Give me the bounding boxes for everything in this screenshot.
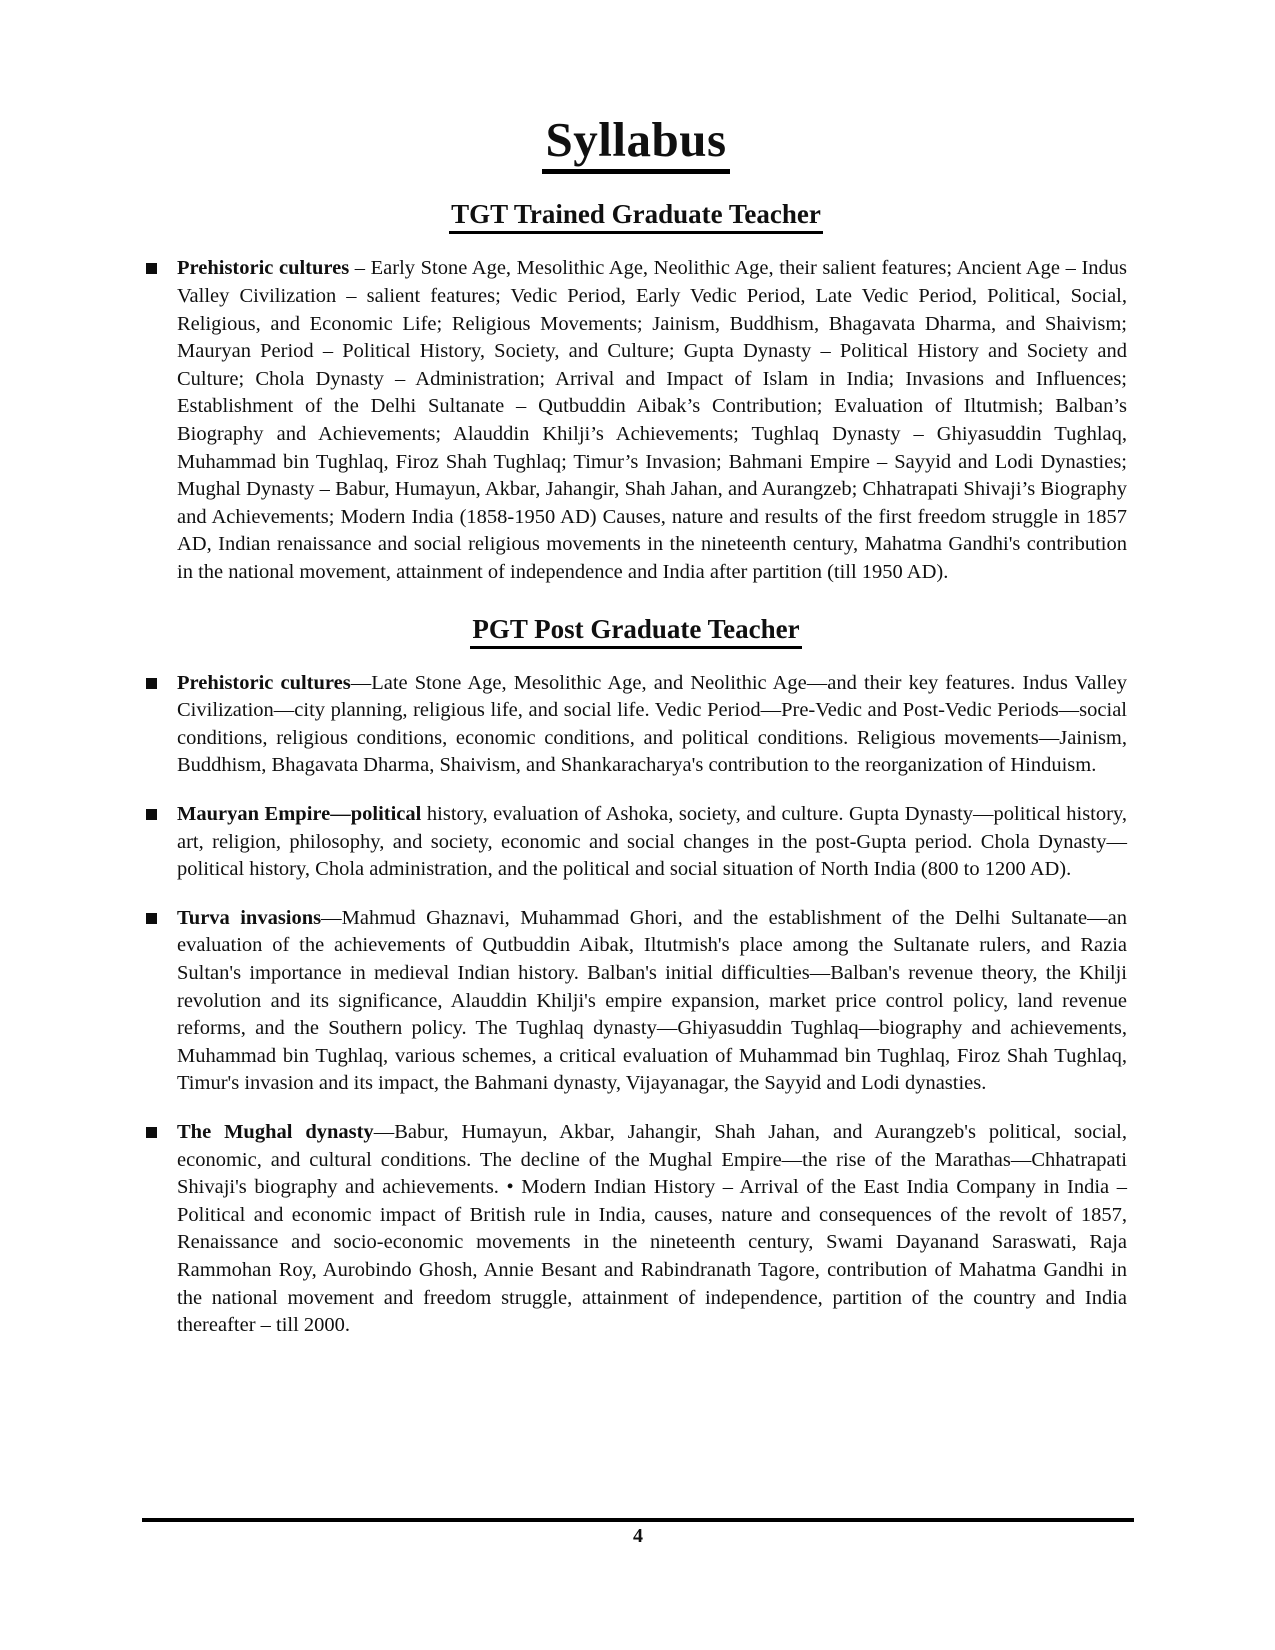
- section-pgt: [145, 614, 1127, 1340]
- item-body: history, evaluation of Ashoka, society, and culture. Gupta Dynasty—political history, art, religion, philosophy, and society, economic and social changes in the post-Gupta period. Chola Dynasty—political history, Chola administration, and the political and social situation of North India (800 to 1200 AD).: [177, 803, 1127, 881]
- square-bullet-icon: [146, 678, 157, 689]
- footer-rule: [142, 1518, 1134, 1522]
- item-lead: Prehistoric cultures: [177, 257, 350, 280]
- list-item: [145, 255, 1127, 586]
- section-heading-row: [145, 614, 1127, 649]
- square-bullet-icon: [146, 263, 157, 274]
- section-tgt: [145, 199, 1127, 586]
- item-body: —Mahmud Ghaznavi, Muhammad Ghori, and the establishment of the Delhi Sultanate—an evaluation of the achievements of Qutbuddin Aibak, Iltutmish's place among the Sultanate rulers, and Razia Sultan's importance in medieval Indian history. Balban's initial difficulties—Balban's revenue theory, the Khilji revolution and its significance, Alauddin Khilji's empire expansion, market price control policy, land revenue reforms, and the Southern policy. The Tughlaq dynasty—Ghiyasuddin Tughlaq—biography and achievements, Muhammad bin Tughlaq, various schemes, a critical evaluation of Muhammad bin Tughlaq, Firoz Shah Tughlaq, Timur's invasion and its impact, the Bahmani dynasty, Vijayanagar, the Sayyid and Lodi dynasties.: [177, 906, 1127, 1095]
- item-lead: Turva invasions: [177, 906, 322, 929]
- square-bullet-icon: [146, 913, 157, 924]
- item-lead: Prehistoric cultures: [177, 671, 351, 694]
- section-heading-tgt: TGT Trained Graduate Teacher: [449, 199, 823, 234]
- page-footer: [142, 1518, 1134, 1547]
- item-paragraph: [177, 905, 1127, 1098]
- page-title: Syllabus: [542, 114, 729, 174]
- item-paragraph: [177, 670, 1127, 780]
- item-body: —Babur, Humayun, Akbar, Jahangir, Shah Jahan, and Aurangzeb's political, social, economic, and cultural conditions. The decline of the Mughal Empire—the rise of the Marathas—Chhatrapati Shivaji's biography and achievements. • Modern Indian History – Arrival of the East India Company in India – Political and economic impact of British rule in India, causes, nature and consequences of the revolt of 1857, Renaissance and socio-economic movements in the nineteenth century, Swami Dayanand Saraswati, Raja Rammohan Roy, Aurobindo Ghosh, Annie Besant and Rabindranath Tagore, contribution of Mahatma Gandhi in the national movement and freedom struggle, attainment of independence, partition of the country and India thereafter – till 2000.: [177, 1120, 1127, 1337]
- list-item: [145, 801, 1127, 884]
- title-row: [145, 114, 1127, 174]
- item-lead: Mauryan Empire—political: [177, 803, 422, 826]
- item-body: —Late Stone Age, Mesolithic Age, and Neolithic Age—and their key features. Indus Valley Civilization—city planning, religious life, and social life. Vedic Period—Pre-Vedic and Post-Vedic Periods—social conditions, religious conditions, economic conditions, and political conditions. Religious movements—Jainism, Buddhism, Bhagavata Dharma, Shaivism, and Shankaracharya's contribution to the reorganization of Hinduism.: [177, 671, 1127, 777]
- list-item: [145, 1119, 1127, 1340]
- square-bullet-icon: [146, 809, 157, 820]
- item-paragraph: [177, 801, 1127, 884]
- item-paragraph: [177, 255, 1127, 586]
- page-number: 4: [633, 1525, 643, 1547]
- section-heading-pgt: PGT Post Graduate Teacher: [470, 614, 801, 649]
- item-body: – Early Stone Age, Mesolithic Age, Neolithic Age, their salient features; Ancient Age – Indus Valley Civilization – salient features; Vedic Period, Early Vedic Period, Late Vedic Period, Political, Social, Religious, and Economic Life; Religious Movements; Jainism, Buddhism, Bhagavata Dharma, and Shaivism; Mauryan Period – Political History, Society, and Culture; Gupta Dynasty – Political History and Society and Culture; Chola Dynasty – Administration; Arrival and Impact of Islam in India; Invasions and Influences; Establishment of the Delhi Sultanate – Qutbuddin Aibak’s Contribution; Evaluation of Iltutmish; Balban’s Biography and Achievements; Alauddin Khilji’s Achievements; Tughlaq Dynasty – Ghiyasuddin Tughlaq, Muhammad bin Tughlaq, Firoz Shah Tughlaq; Timur’s Invasion; Bahmani Empire – Sayyid and Lodi Dynasties; Mughal Dynasty – Babur, Humayun, Akbar, Jahangir, Shah Jahan, and Aurangzeb; Chhatrapati Shivaji’s Biography and Achievements; Modern India (1858-1950 AD) Causes, nature and results of the first freedom struggle in 1857 AD, Indian renaissance and social religious movements in the nineteenth century, Mahatma Gandhi's contribution in the national movement, attainment of independence and India after partition (till 1950 AD).: [177, 257, 1127, 584]
- item-paragraph: [177, 1119, 1127, 1340]
- square-bullet-icon: [146, 1127, 157, 1138]
- section-heading-row: [145, 199, 1127, 234]
- item-lead: The Mughal dynasty: [177, 1120, 374, 1143]
- list-item: [145, 670, 1127, 780]
- list-item: [145, 905, 1127, 1098]
